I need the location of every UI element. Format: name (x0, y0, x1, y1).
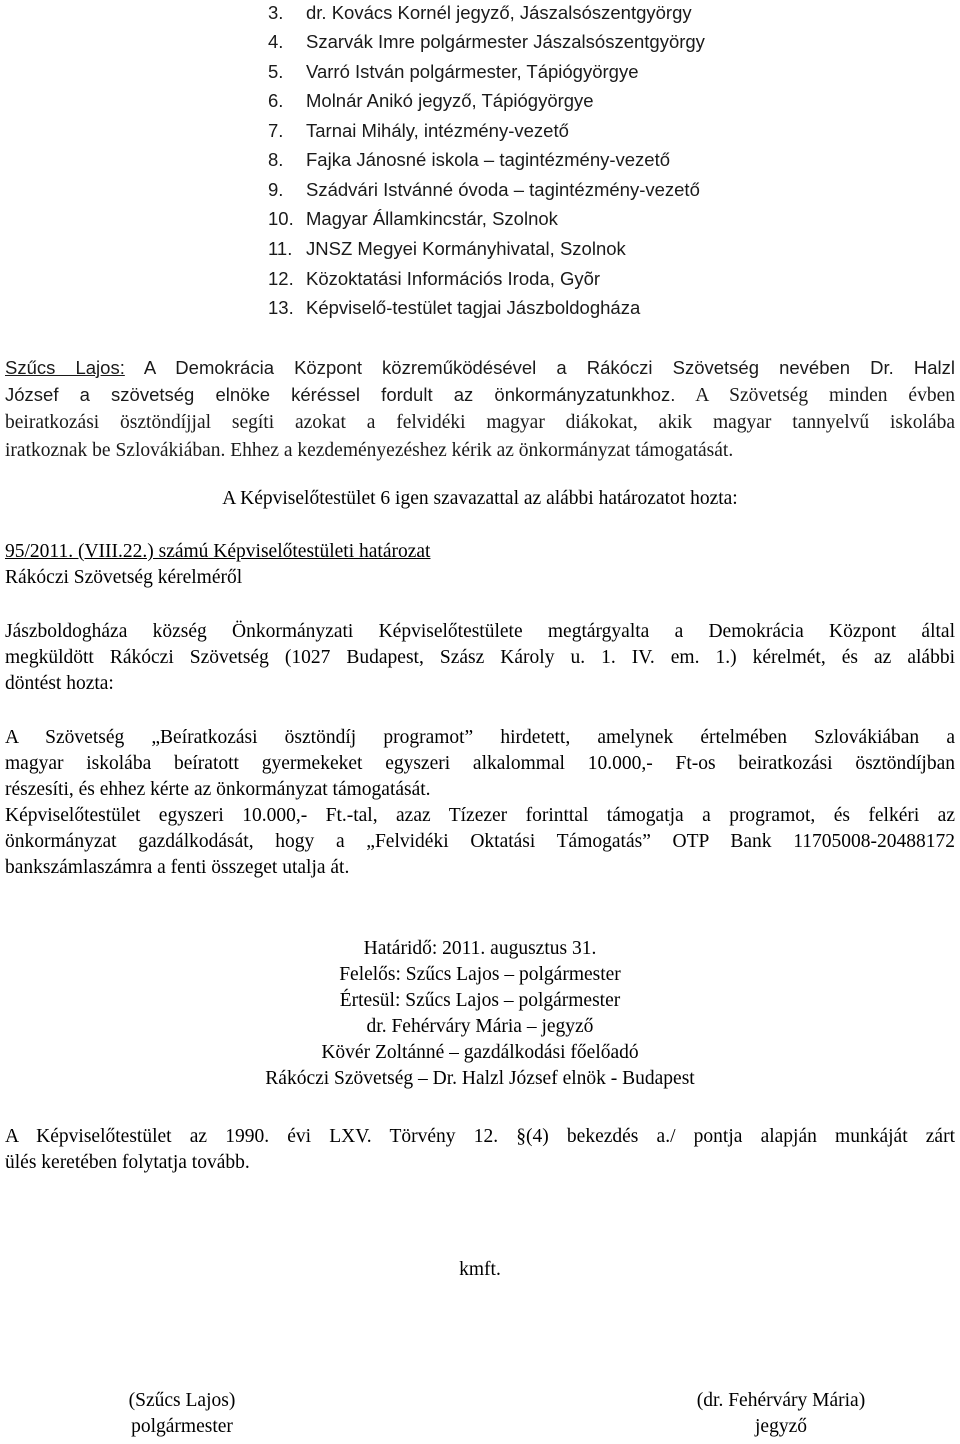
signature-left (112, 1388, 252, 1440)
notified-line: dr. Fehérváry Mária – jegyző (366, 1016, 594, 1037)
list-item (268, 145, 670, 175)
list-item (268, 264, 600, 294)
decision-body-line-3: részesíti, és ehhez kérte az önkormányzat támogatását. (5, 779, 431, 800)
list-number: 11. (268, 238, 293, 259)
list-item (268, 86, 594, 116)
list-number: 10. (268, 208, 294, 229)
list-text: Fajka Jánosné iskola – tagintézmény-vezető (306, 149, 671, 170)
decision-body (5, 725, 955, 881)
deadline-line: Határidő: 2011. augusztus 31. (363, 938, 597, 959)
list-text: Molnár Anikó jegyző, Tápiógyörgye (306, 90, 594, 111)
list-text: Varró István polgármester, Tápiógyörgye (306, 61, 639, 82)
closed-session-note (5, 1124, 955, 1176)
list-item (268, 234, 626, 264)
list-text: Közoktatási Információs Iroda, Gyõr (306, 268, 601, 289)
kmft-label: kmft. (459, 1259, 501, 1280)
decision-intro (5, 619, 955, 697)
intro-line-1 (5, 354, 955, 381)
signature-title: jegyző (755, 1416, 807, 1437)
decision-body-line-5: önkormányzat gazdálkodását, hogy a „Felvidéki Oktatási Támogatás” OTP Bank 11705008-20488172 (5, 831, 955, 852)
decision-body-line-4: Képviselőtestület egyszeri 10.000,- Ft.-tal, azaz Tízezer forinttal támogatja a programot, és felkéri az (5, 805, 955, 826)
signature-title: polgármester (131, 1416, 233, 1437)
list-item (268, 0, 692, 28)
decision-intro-line-1: Jászboldogháza község Önkormányzati Képviselőtestülete megtárgyalta a Demokrácia Központ által (5, 621, 955, 642)
signature-name: (Szűcs Lajos) (128, 1390, 236, 1411)
list-number: 4. (268, 31, 284, 52)
distribution-block (5, 936, 955, 1092)
list-item (268, 293, 640, 323)
list-text: Tarnai Mihály, intézmény-vezető (306, 120, 569, 141)
intro-line-4: iratkoznak be Szlovákiában. Ehhez a kezdeményezéshez kérik az önkormányzat támogatását. (5, 439, 734, 461)
resolution-subject: Rákóczi Szövetség kérelméről (5, 567, 243, 588)
list-number: 13. (268, 297, 294, 318)
intro-line-2-text: József a szövetség elnöke kéréssel fordult az önkormányzatunkhoz. (5, 384, 676, 406)
list-item (268, 57, 639, 87)
list-item (268, 204, 558, 234)
notified-line: Kövér Zoltánné – gazdálkodási főelőadó (321, 1042, 639, 1063)
closed-session-line-1: A Képviselőtestület az 1990. évi LXV. Törvény 12. §(4) bekezdés a./ pontja alapján munkáját zárt (5, 1126, 955, 1147)
list-number: 12. (268, 268, 294, 289)
intro-line-1-text: A Demokrácia Központ közreműködésével a Rákóczi Szövetség nevében Dr. Halzl (124, 357, 955, 378)
list-number: 8. (268, 149, 284, 170)
notified-line: Rákóczi Szövetség – Dr. Halzl József elnök - Budapest (265, 1068, 695, 1089)
list-item (268, 116, 569, 146)
list-text: Szarvák Imre polgármester Jászalsószentgyörgy (306, 31, 705, 52)
closed-session-line-2: ülés keretében folytatja tovább. (5, 1152, 250, 1173)
decision-body-line-6: bankszámlaszámra a fenti összeget utalja át. (5, 857, 350, 878)
intro-paragraph (5, 354, 955, 464)
list-text: Szádvári Istvánné óvoda – tagintézmény-vezető (306, 179, 700, 200)
intro-line-2b-text: A Szövetség minden évben (675, 385, 955, 407)
resolution-header (5, 539, 955, 591)
resolution-number: 95/2011. (VIII.22.) számú Képviselőtestületi határozat (5, 541, 431, 562)
intro-line-2 (5, 381, 955, 409)
list-number: 9. (268, 179, 284, 200)
list-number: 7. (268, 120, 284, 141)
list-item (268, 175, 700, 205)
responsible-line: Felelős: Szűcs Lajos – polgármester (339, 964, 621, 985)
decision-intro-line-2: megküldött Rákóczi Szövetség (1027 Budapest, Szász Károly u. 1. IV. em. 1.) kérelmét, és az alábbi (5, 647, 955, 668)
speaker-label: Szűcs Lajos: (5, 357, 125, 378)
decision-body-line-2: magyar iskolába beíratott gyermekeket egyszeri alkalommal 10.000,- Ft-os beiratkozási ösztöndíjban (5, 753, 955, 774)
decision-intro-line-3: döntést hozta: (5, 673, 114, 694)
signature-name: (dr. Fehérváry Mária) (696, 1390, 866, 1411)
intro-line-3: beiratkozási ösztöndíjjal segíti azokat a felvidéki magyar diákokat, akik magyar tannyelvű iskolába (5, 412, 955, 434)
list-text: dr. Kovács Kornél jegyző, Jászalsószentgyörgy (306, 2, 692, 23)
list-number: 3. (268, 2, 284, 23)
notified-line: Értesül: Szűcs Lajos – polgármester (339, 990, 621, 1011)
list-number: 5. (268, 61, 284, 82)
list-text: Magyar Államkincstár, Szolnok (306, 208, 558, 229)
list-text: Képviselő-testület tagjai Jászboldogháza (306, 297, 641, 318)
list-number: 6. (268, 90, 284, 111)
signature-right (676, 1388, 886, 1440)
vote-line: A Képviselőtestület 6 igen szavazattal az alábbi határozatot hozta: (222, 488, 738, 509)
decision-body-line-1: A Szövetség „Beíratkozási ösztöndíj programot” hirdetett, amelynek értelmében Szlovákiában a (5, 727, 955, 748)
list-item (268, 27, 705, 57)
list-text: JNSZ Megyei Kormányhivatal, Szolnok (306, 238, 626, 259)
